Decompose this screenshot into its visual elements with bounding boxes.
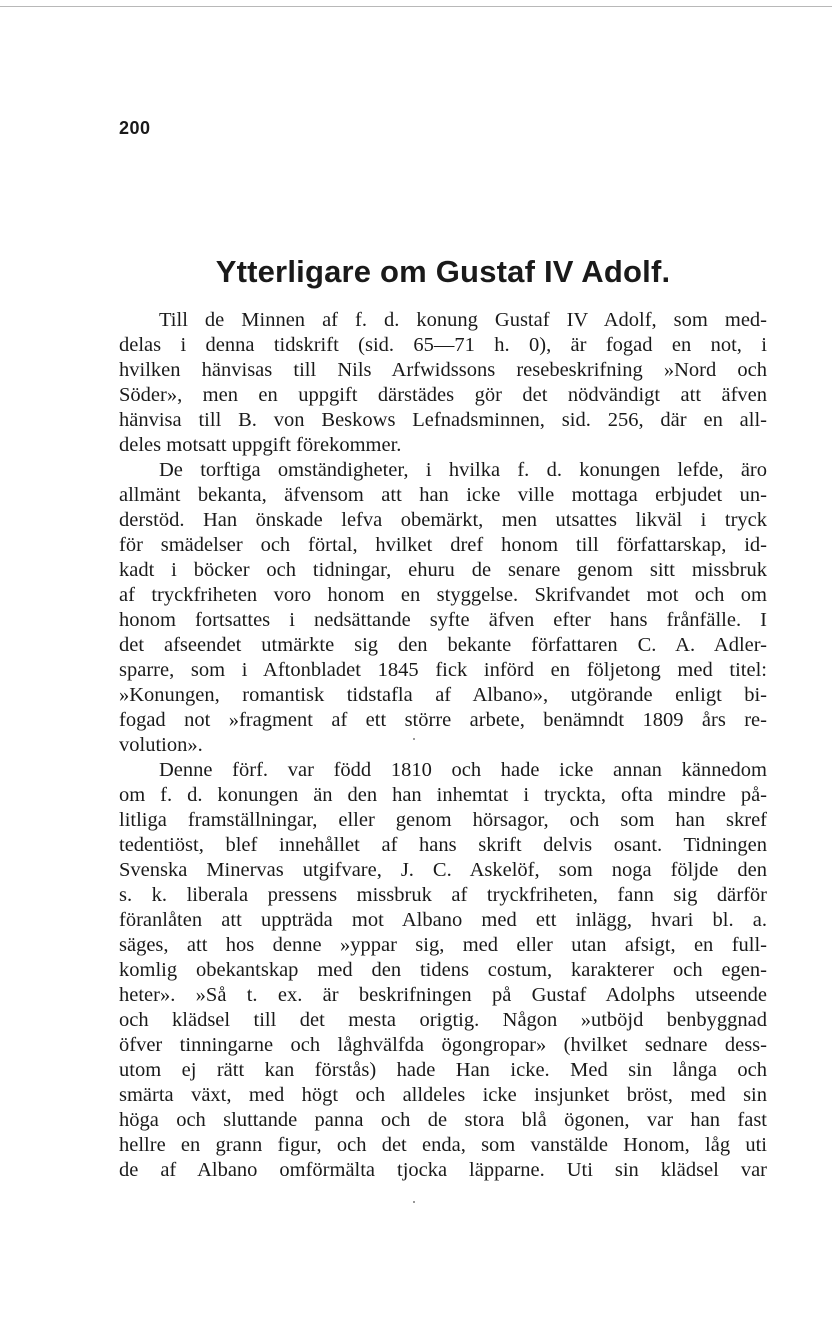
text-line: s. k. liberala pressens missbruk af tryckfriheten, fann sig därför — [119, 884, 767, 906]
text-line: fogad not »fragment af ett större arbete, benämndt 1809 års re- — [119, 709, 767, 731]
article-title: Ytterligare om Gustaf IV Adolf. — [215, 254, 671, 289]
text-line: deles motsatt uppgift förekommer. — [119, 434, 402, 456]
print-speck — [413, 738, 415, 740]
text-line: hvilken hänvisas till Nils Arfwidssons resebeskrifning »Nord och — [119, 359, 767, 381]
text-line: volution». — [119, 734, 203, 756]
text-line: kadt i böcker och tidningar, ehuru de senare genom sitt missbruk — [119, 559, 767, 581]
paragraph-1 — [119, 308, 767, 458]
text-line: allmänt bekanta, äfvensom att han icke ville mottaga erbjudet un- — [119, 484, 767, 506]
top-border-rule — [0, 6, 832, 7]
text-line: heter». »Så t. ex. är beskrifningen på Gustaf Adolphs utseende — [119, 984, 767, 1006]
text-line: föranlåten att uppträda mot Albano med ett inlägg, hvari bl. a. — [119, 909, 767, 931]
text-line: honom fortsattes i nedsättande syfte äfven efter hans frånfälle. I — [119, 609, 767, 631]
paragraph-2 — [119, 458, 767, 758]
text-line: af tryckfriheten voro honom en styggelse. Skrifvandet mot och om — [119, 584, 767, 606]
text-line: litliga framställningar, eller genom hörsagor, och som han skref — [119, 809, 767, 831]
text-line: de af Albano omförmälta tjocka läpparne. Uti sin klädsel var — [119, 1159, 767, 1181]
text-line: om f. d. konungen än den han inhemtat i tryckta, ofta mindre på- — [119, 784, 767, 806]
text-line: tedentiöst, blef innehållet af hans skrift delvis osant. Tidningen — [119, 834, 767, 856]
text-line: »Konungen, romantisk tidstafla af Albano», utgörande enligt bi- — [119, 684, 767, 706]
text-line: Till de Minnen af f. d. konung Gustaf IV Adolf, som med- — [159, 309, 767, 331]
text-line: utom ej rätt kan förstås) hade Han icke. Med sin långa och — [119, 1059, 767, 1081]
text-line: komlig obekantskap med den tidens costum, karakterer och egen- — [119, 959, 767, 981]
text-line: öfver tinningarne och låghvälfda ögongropar» (hvilket sednare dess- — [119, 1034, 767, 1056]
text-line: höga och sluttande panna och de stora blå ögonen, var han fast — [119, 1109, 767, 1131]
paragraph-3 — [119, 758, 767, 1183]
text-line: och klädsel till det mesta origtig. Någon »utböjd benbyggnad — [119, 1009, 767, 1031]
text-line: De torftiga omständigheter, i hvilka f. d. konungen lefde, äro — [159, 459, 767, 481]
text-line: Söder», men en uppgift därstädes gör det nödvändigt att äfven — [119, 384, 767, 406]
text-line: Svenska Minervas utgifvare, J. C. Askelöf, som noga följde den — [119, 859, 767, 881]
text-line: delas i denna tidskrift (sid. 65—71 h. 0), är fogad en not, i — [119, 334, 767, 356]
text-line: sparre, som i Aftonbladet 1845 fick införd en följetong med titel: — [119, 659, 767, 681]
text-line: Denne förf. var född 1810 och hade icke annan kännedom — [159, 759, 767, 781]
text-line: hänvisa till B. von Beskows Lefnadsminnen, sid. 256, där en all- — [119, 409, 767, 431]
text-line: säges, att hos denne »yppar sig, med eller utan afsigt, en full- — [119, 934, 767, 956]
page-number: 200 — [119, 118, 151, 138]
text-line: smärta växt, med högt och alldeles icke insjunket bröst, med sin — [119, 1084, 767, 1106]
text-line: derstöd. Han önskade lefva obemärkt, men utsattes likväl i tryck — [119, 509, 767, 531]
text-line: hellre en grann figur, och det enda, som vanstälde Honom, låg uti — [119, 1134, 767, 1156]
article-body — [119, 308, 767, 1183]
print-speck — [413, 1201, 415, 1203]
text-line: det afseendet utmärkte sig den bekante författaren C. A. Adler- — [119, 634, 767, 656]
text-line: för smädelser och förtal, hvilket dref honom till författarskap, id- — [119, 534, 767, 556]
